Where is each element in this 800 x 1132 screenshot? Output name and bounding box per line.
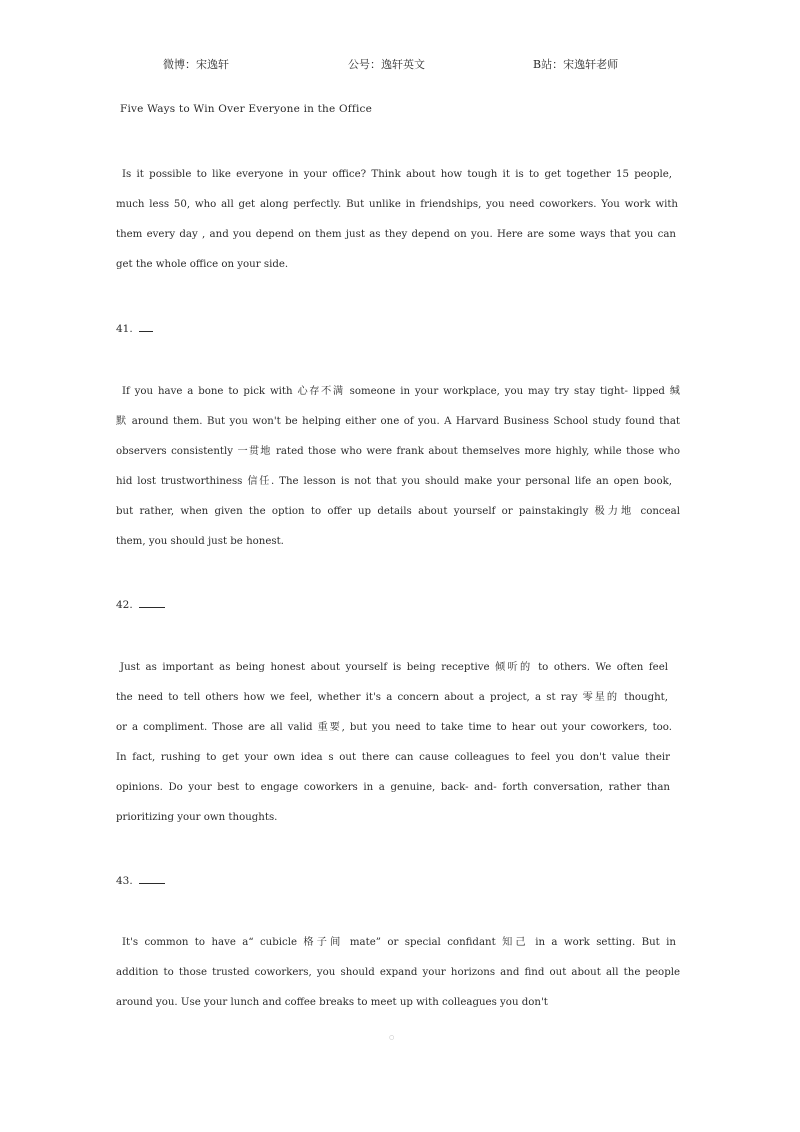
header-gongzhonghao: 公号：逸轩英文 <box>348 58 425 71</box>
answer-blank <box>139 322 153 332</box>
paragraph-line: hid lost trustworthiness 信任. The lesson is not that you should make your personal life an open book, <box>116 476 672 487</box>
paragraph-line: or a compliment. Those are all valid 重要, but you need to take time to hear out your coworkers, too. <box>116 722 672 733</box>
paragraph-41 <box>116 377 680 557</box>
passage-title: Five Ways to Win Over Everyone in the Office <box>120 103 373 115</box>
paragraph-line: observers consistently 一贯地 rated those who were frank about themselves more highly, while those who <box>116 446 680 457</box>
paragraph-line: around you. Use your lunch and coffee breaks to meet up with colleagues you don't <box>116 997 548 1008</box>
intro-line: Is it possible to like everyone in your office? Think about how tough it is to get together 15 people, <box>122 169 672 180</box>
paragraph-line: It's common to have a“ cubicle 格子间 mate” or special confidant 知己 in a work setting. But in <box>122 937 676 948</box>
intro-line: much less 50, who all get along perfectly. But unlike in friendships, you need coworkers. You work with <box>116 199 678 210</box>
paragraph-line: them, you should just be honest. <box>116 536 284 547</box>
intro-line: get the whole office on your side. <box>116 259 289 270</box>
header-bilibili: B站：宋逸轩老师 <box>533 58 619 71</box>
intro-paragraph <box>116 160 678 280</box>
paragraph-line: opinions. Do your best to engage coworkers in a genuine, back- and- forth conversation, rather than <box>116 782 670 793</box>
question-number: 43. <box>116 875 133 887</box>
paragraph-line: addition to those trusted coworkers, you should expand your horizons and find out about all the people <box>116 967 680 978</box>
paragraph-line: but rather, when given the option to offer up details about yourself or painstakingly 极力地 conceal <box>116 506 680 517</box>
paragraph-line: prioritizing your own thoughts. <box>116 812 278 823</box>
paragraph-line: the need to tell others how we feel, whether it's a concern about a project, a st ray 零星的 thought, <box>116 692 668 703</box>
paragraph-43 <box>116 928 680 1018</box>
intro-line: them every day , and you depend on them just as they depend on you. Here are some ways that you can <box>116 229 676 240</box>
header-weibo: 微博：宋逸轩 <box>163 58 229 71</box>
paragraph-42 <box>116 653 672 833</box>
paragraph-line: In fact, rushing to get your own idea s out there can cause colleagues to feel you don't value their <box>116 752 670 763</box>
footer-dot: ○ <box>389 1034 395 1041</box>
page-header <box>0 56 800 74</box>
answer-blank <box>139 598 165 608</box>
paragraph-line: If you have a bone to pick with 心存不满 someone in your workplace, you may try stay tight- lipped 缄 <box>122 386 680 397</box>
question-41 <box>116 322 153 335</box>
question-42 <box>116 598 165 611</box>
answer-blank <box>139 874 165 884</box>
paragraph-line: 默 around them. But you won't be helping either one of you. A Harvard Business School study found that <box>116 416 680 427</box>
question-43 <box>116 874 165 887</box>
question-number: 41. <box>116 323 133 335</box>
paragraph-line: Just as important as being honest about yourself is being receptive 倾听的 to others. We often feel <box>120 662 668 673</box>
question-number: 42. <box>116 599 133 611</box>
